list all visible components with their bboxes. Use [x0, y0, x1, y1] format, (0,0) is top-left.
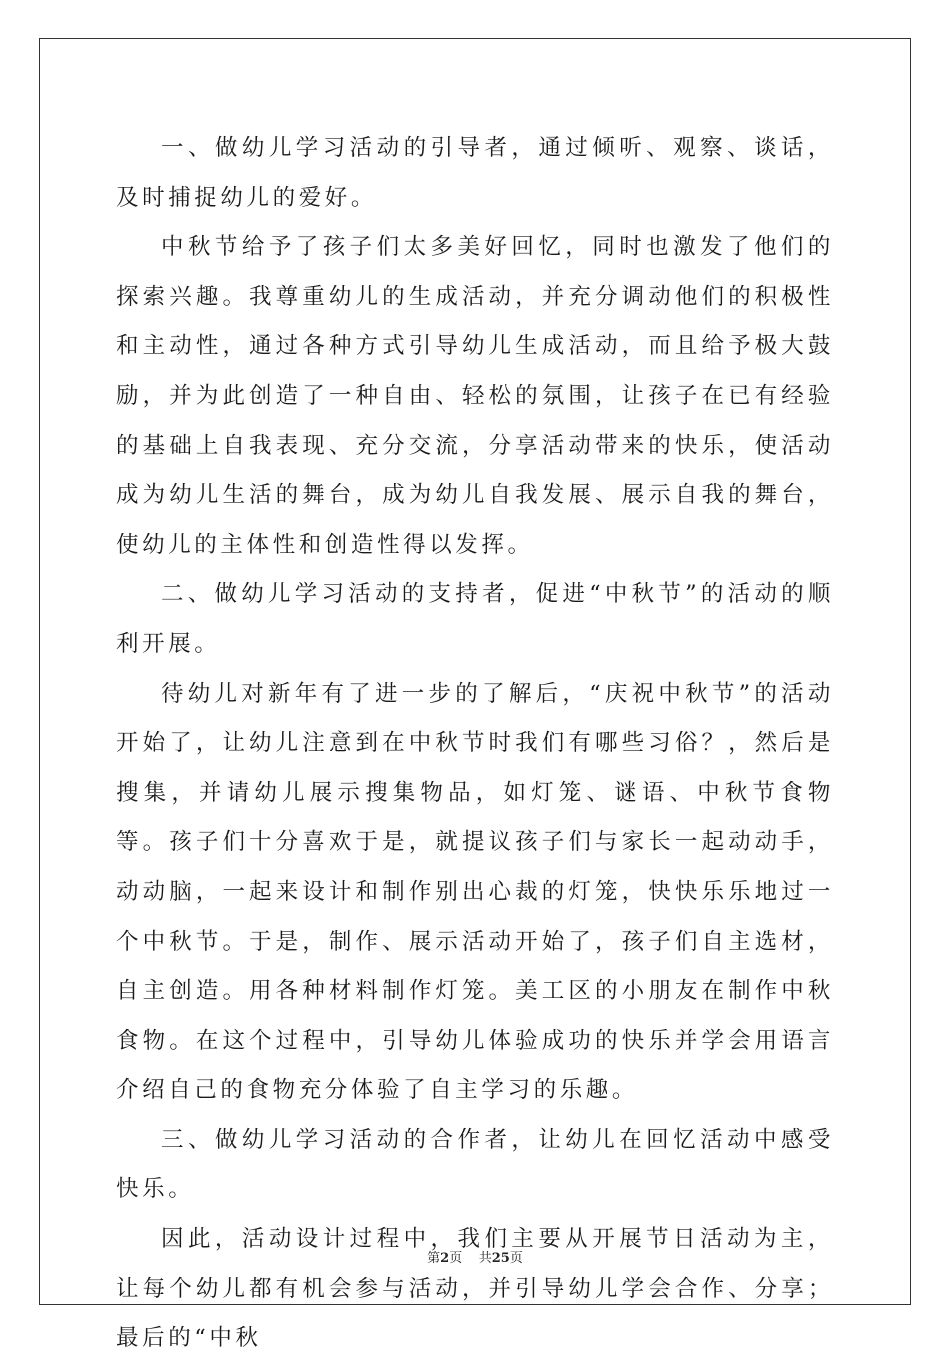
paragraph-5: 三、做幼儿学习活动的合作者，让幼儿在回忆活动中感受快乐。	[116, 1126, 834, 1203]
page-prefix: 第	[427, 1251, 441, 1266]
total-prefix: 共	[478, 1251, 492, 1266]
paragraph-2: 中秋节给予了孩子们太多美好回忆，同时也激发了他们的探索兴趣。我尊重幼儿的生成活动，并充分调动他们的积极性和主动性，通过各种方式引导幼儿生成活动，而且给予极大鼓励，并为此创造了一种自由、轻松的氛围，让孩子在已有经验的基础上自我表现、充分交流，分享活动带来的快乐，使活动成为幼儿生活的舞台，成为幼儿自我发展、展示自我的舞台，使幼儿的主体性和创造性得以发挥。	[116, 234, 834, 558]
total-suffix: 页	[509, 1251, 523, 1266]
document-body	[116, 124, 834, 1364]
page-suffix: 页	[449, 1251, 463, 1266]
page-footer	[0, 1247, 950, 1266]
paragraph-4: 待幼儿对新年有了进一步的了解后，“庆祝中秋节”的活动开始了，让幼儿注意到在中秋节时我们有哪些习俗？，然后是搜集，并请幼儿展示搜集物品，如灯笼、谜语、中秋节食物等。孩子们十分喜欢于是，就提议孩子们与家长一起动动手，动动脑，一起来设计和制作别出心裁的灯笼，快快乐乐地过一个中秋节。于是，制作、展示活动开始了，孩子们自主选材，自主创造。用各种材料制作灯笼。美工区的小朋友在制作中秋食物。在这个过程中，引导幼儿体验成功的快乐并学会用语言介绍自己的食物充分体验了自主学习的乐趣。	[116, 680, 834, 1104]
paragraph-3: 二、做幼儿学习活动的支持者，促进“中秋节”的活动的顺利开展。	[116, 581, 834, 657]
total-pages: 25	[491, 1251, 510, 1266]
paragraph-6: 因此，活动设计过程中，我们主要从开展节日活动为主，让每个幼儿都有机会参与活动，并引导幼儿学会合作、分享；最后的“中秋	[116, 1226, 834, 1352]
paragraph-1: 一、做幼儿学习活动的引导者，通过倾听、观察、谈话，及时捕捉幼儿的爱好。	[116, 135, 834, 211]
page-number: 2	[440, 1251, 450, 1266]
